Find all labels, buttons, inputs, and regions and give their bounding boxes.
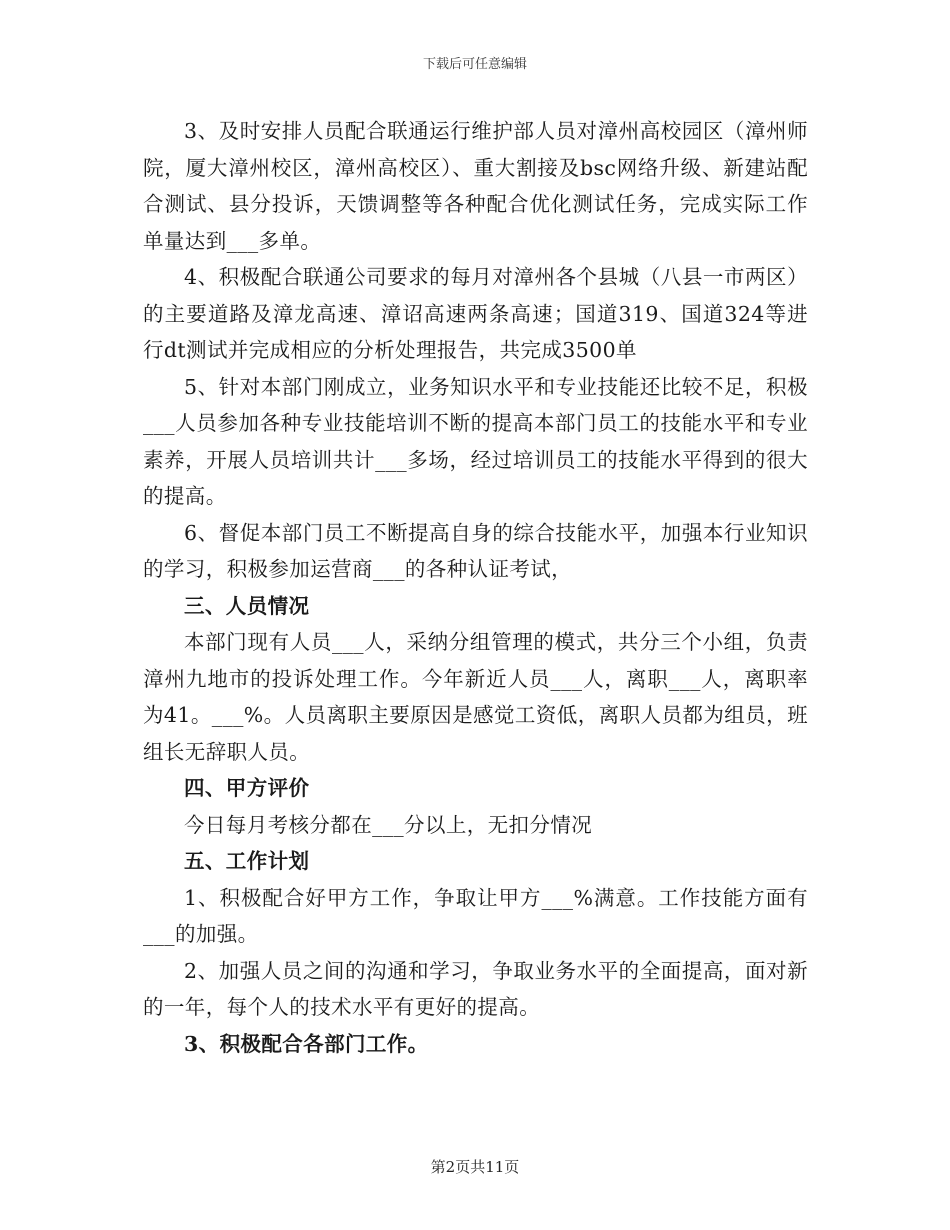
paragraph-personnel: 本部门现有人员___人，采纳分组管理的模式，共分三个小组，负责漳州九地市的投诉处理工作。今年新近人员___人，离职___人，离职率为41。___%。人员离职主要原因是感觉工资低，离职人员都为组员，班组长无辞职人员。 <box>143 630 808 764</box>
page-number: 第2页共11页 <box>430 1158 520 1176</box>
section-heading-evaluation: 四、甲方评价 <box>184 776 310 800</box>
paragraph-item-5: 5、针对本部门刚成立，业务知识水平和专业技能还比较不足，积极___人员参加各种专业技能培训不断的提高本部门员工的技能水平和专业素养，开展人员培训共计___多场，经过培训员工的技能水平得到的很大的提高。 <box>143 374 808 508</box>
section-heading-work-plan: 五、工作计划 <box>184 849 310 873</box>
paragraph-item-3: 3、及时安排人员配合联通运行维护部人员对漳州高校园区（漳州师院，厦大漳州校区，漳州高校区）、重大割接及bsc网络升级、新建站配合测试、县分投诉，天馈调整等各种配合优化测试任务，完成实际工作单量达到___多单。 <box>143 119 808 253</box>
paragraph-plan-1: 1、积极配合好甲方工作，争取让甲方___%满意。工作技能方面有___的加强。 <box>143 885 808 946</box>
paragraph-item-6: 6、督促本部门员工不断提高自身的综合技能水平，加强本行业知识的学习，积极参加运营商___的各种认证考试， <box>143 520 808 581</box>
section-heading-personnel: 三、人员情况 <box>184 593 310 618</box>
paragraph-evaluation: 今日每月考核分都在___分以上，无扣分情况 <box>184 812 593 837</box>
page-header: 下载后可任意编辑 <box>422 57 527 72</box>
paragraph-plan-3: 3、积极配合各部门工作。 <box>184 1031 429 1056</box>
paragraph-plan-2: 2、加强人员之间的沟通和学习，争取业务水平的全面提高，面对新的一年，每个人的技术水平有更好的提高。 <box>143 958 808 1019</box>
paragraph-item-4: 4、积极配合联通公司要求的每月对漳州各个县城（八县一市两区）的主要道路及漳龙高速、漳诏高速两条高速；国道319、国道324等进行dt测试并完成相应的分析处理报告，共完成3500单 <box>143 265 808 362</box>
document-body <box>143 113 808 1062</box>
